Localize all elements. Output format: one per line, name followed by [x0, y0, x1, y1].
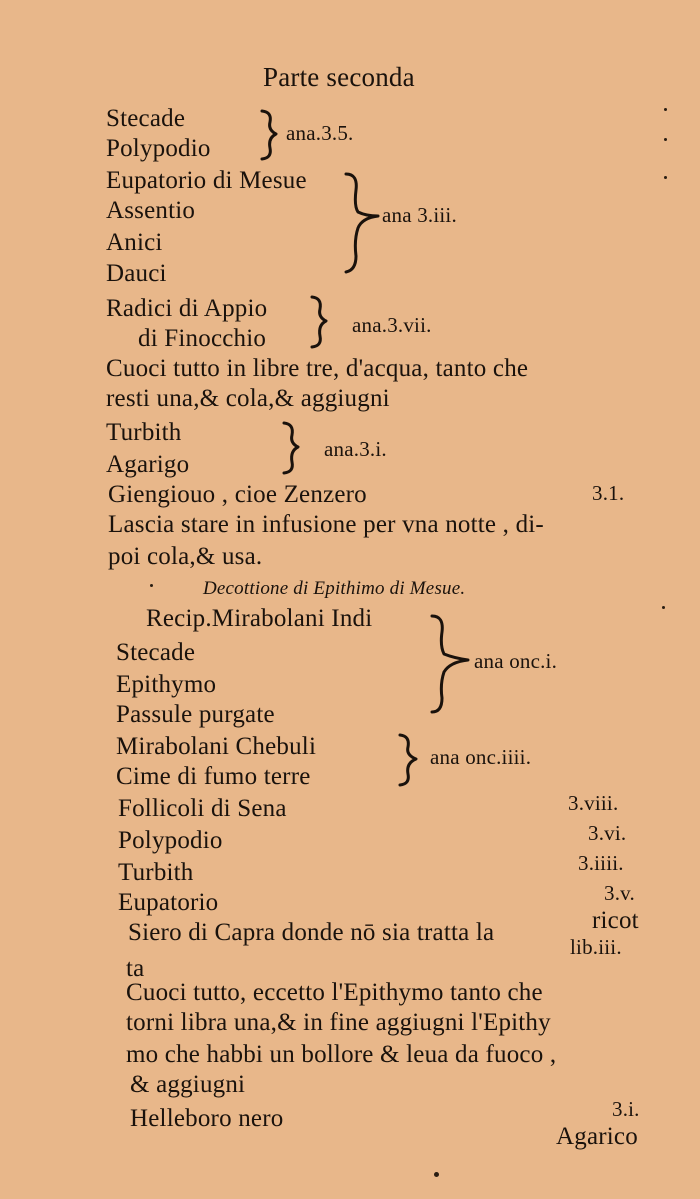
speck — [150, 584, 153, 587]
dose-label: ana onc.iiii. — [430, 745, 532, 769]
instruction-line: torni libra una,& in fine aggiugni l'Epithy — [126, 1009, 551, 1036]
dose-label: ana.3.vii. — [352, 313, 432, 337]
brace — [342, 170, 382, 276]
ingredient-line: Radici di Appio — [106, 295, 268, 322]
instruction-line: Lascia stare in infusione per vna notte , di- — [108, 511, 544, 538]
ingredient-line: di Finocchio — [138, 325, 267, 352]
page-title: Parte seconda — [263, 62, 415, 92]
dose-label: 3.iiii. — [578, 851, 624, 875]
dose-label: ana onc.i. — [474, 649, 558, 673]
brace — [428, 612, 472, 716]
brace — [306, 294, 330, 350]
instruction-line: mo che habbi un bollore & leua da fuoco , — [126, 1041, 557, 1068]
dose-label: ana.3.i. — [324, 437, 387, 461]
section-heading: Decottione di Epithimo di Mesue. — [203, 578, 466, 599]
ingredient-line: Polypodio — [118, 827, 223, 854]
dose-label: 3.v. — [604, 881, 635, 905]
ingredient-line: Dauci — [106, 260, 167, 287]
speck — [664, 176, 667, 179]
ingredient-line: Eupatorio — [118, 889, 219, 916]
speck — [662, 606, 665, 609]
instruction-line: Cuoci tutto, eccetto l'Epithymo tanto che — [126, 979, 543, 1006]
ingredient-line: Follicoli di Sena — [118, 795, 287, 822]
instruction-line: poi cola,& usa. — [108, 543, 263, 570]
ingredient-line: Anici — [106, 229, 163, 256]
speck — [434, 1172, 439, 1177]
brace — [394, 732, 420, 788]
ingredient-line: Stecade — [106, 105, 186, 132]
ingredient-line-end: ricot — [592, 907, 639, 934]
ingredient-line: Eupatorio di Mesue — [106, 167, 307, 194]
brace — [256, 108, 280, 162]
dose-label: 3.viii. — [568, 791, 619, 815]
instruction-line: & aggiugni — [130, 1071, 246, 1098]
speck — [664, 138, 667, 141]
dose-label: 3.vi. — [588, 821, 627, 845]
instruction-line: resti una,& cola,& aggiugni — [106, 385, 390, 412]
brace — [278, 420, 302, 476]
ingredient-line: Siero di Capra donde nō sia tratta la — [128, 919, 495, 946]
ingredient-line: Assentio — [106, 197, 196, 224]
ingredient-line: Helleboro nero — [130, 1105, 284, 1132]
ingredient-line: Recip.Mirabolani Indi — [146, 605, 373, 632]
ingredient-line: Turbith — [106, 419, 182, 446]
ingredient-line: Giengiouo , cioe Zenzero — [108, 481, 367, 508]
dose-label: ana 3.iii. — [382, 203, 457, 227]
dose-label: 3.1. — [592, 481, 625, 505]
ingredient-line: Epithymo — [116, 671, 217, 698]
ingredient-line: Mirabolani Chebuli — [116, 733, 317, 760]
ingredient-line: Agarigo — [106, 451, 190, 478]
ingredient-line: Polypodio — [106, 135, 211, 162]
speck — [664, 108, 667, 111]
instruction-line: Cuoci tutto in libre tre, d'acqua, tanto che — [106, 355, 529, 382]
ingredient-line: ta — [126, 955, 145, 982]
dose-label: 3.i. — [612, 1097, 640, 1121]
ingredient-line: Turbith — [118, 859, 194, 886]
ingredient-line: Agarico — [556, 1123, 638, 1150]
ingredient-line: Cime di fumo terre — [116, 763, 311, 790]
dose-label: lib.iii. — [570, 935, 622, 959]
dose-label: ana.3.5. — [286, 121, 354, 145]
ingredient-line: Passule purgate — [116, 701, 275, 728]
ingredient-line: Stecade — [116, 639, 196, 666]
